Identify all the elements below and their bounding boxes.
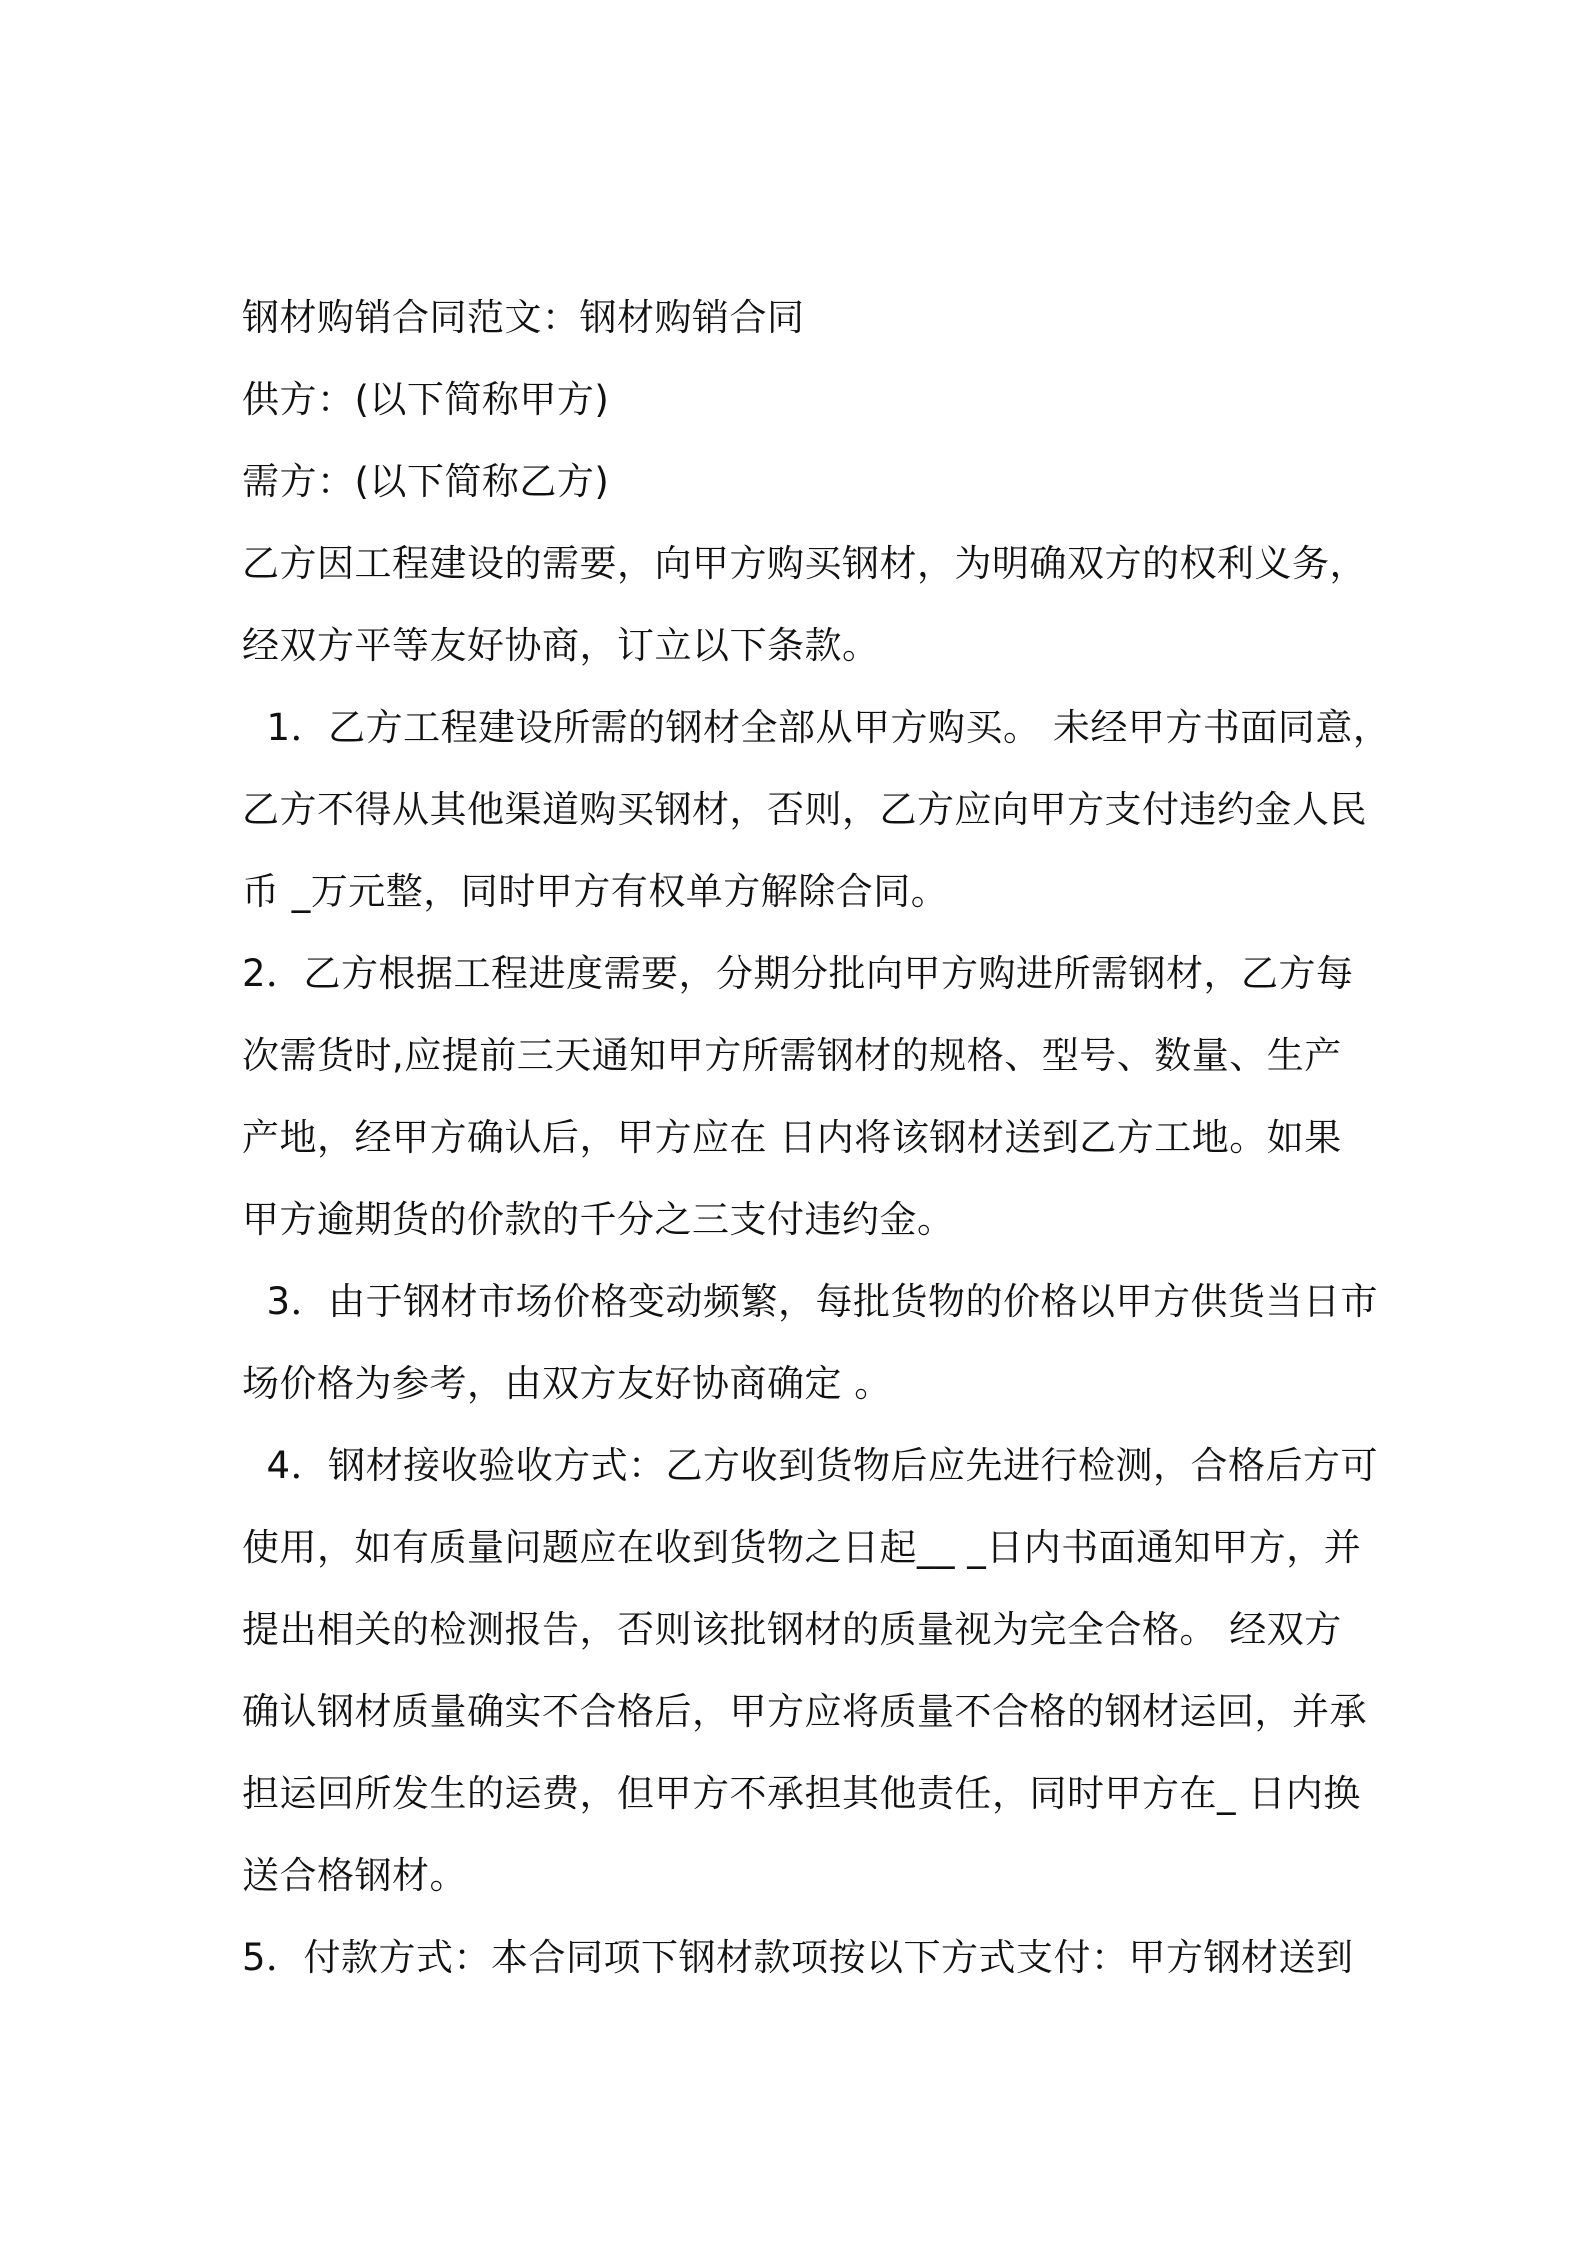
clause-2-line-1: 2．乙方根据工程进度需要，分期分批向甲方购进所需钢材，乙方每 [242, 952, 1354, 995]
buyer-line: 需方：(以下简称乙方) [242, 460, 610, 503]
clause-2-line-2: 次需货时,应提前三天通知甲方所需钢材的规格、型号、数量、生产 [242, 1034, 1342, 1077]
preamble-line-2: 经双方平等友好协商，订立以下条款。 [242, 624, 880, 667]
supplier-line: 供方：(以下简称甲方) [242, 378, 610, 421]
clause-4-line-6: 送合格钢材。 [242, 1854, 467, 1897]
clause-1-line-1: 1．乙方工程建设所需的钢材全部从甲方购买。 未经甲方书面同意， [242, 706, 1391, 749]
clause-4-line-1: 4．钢材接收验收方式：乙方收到货物后应先进行检测，合格后方可 [242, 1444, 1379, 1487]
clause-1-line-3: 币 _万元整，同时甲方有权单方解除合同。 [242, 870, 949, 913]
clause-4-line-4: 确认钢材质量确实不合格后，甲方应将质量不合格的钢材运回，并承 [242, 1690, 1367, 1733]
document-title: 钢材购销合同范文：钢材购销合同 [242, 296, 805, 339]
clause-4-line-2: 使用，如有质量问题应在收到货物之日起__ _日内书面通知甲方，并 [242, 1526, 1362, 1569]
document-body [242, 277, 1391, 1999]
clause-3-line-2: 场价格为参考，由双方友好协商确定 。 [242, 1362, 892, 1405]
clause-1-line-2: 乙方不得从其他渠道购买钢材，否则，乙方应向甲方支付违约金人民 [242, 788, 1367, 831]
clause-2-line-4: 甲方逾期货的价款的千分之三支付违约金。 [242, 1198, 955, 1241]
clause-5-line-1: 5．付款方式：本合同项下钢材款项按以下方式支付：甲方钢材送到 [242, 1936, 1354, 1979]
preamble-line-1: 乙方因工程建设的需要，向甲方购买钢材，为明确双方的权利义务， [242, 542, 1367, 585]
clause-4-line-5: 担运回所发生的运费，但甲方不承担其他责任，同时甲方在_ 日内换 [242, 1772, 1361, 1815]
clause-4-line-3: 提出相关的检测报告，否则该批钢材的质量视为完全合格。 经双方 [242, 1608, 1342, 1651]
clause-2-line-3: 产地，经甲方确认后，甲方应在 日内将该钢材送到乙方工地。如果 [242, 1116, 1342, 1159]
clause-3-line-1: 3．由于钢材市场价格变动频繁，每批货物的价格以甲方供货当日市 [242, 1280, 1379, 1323]
